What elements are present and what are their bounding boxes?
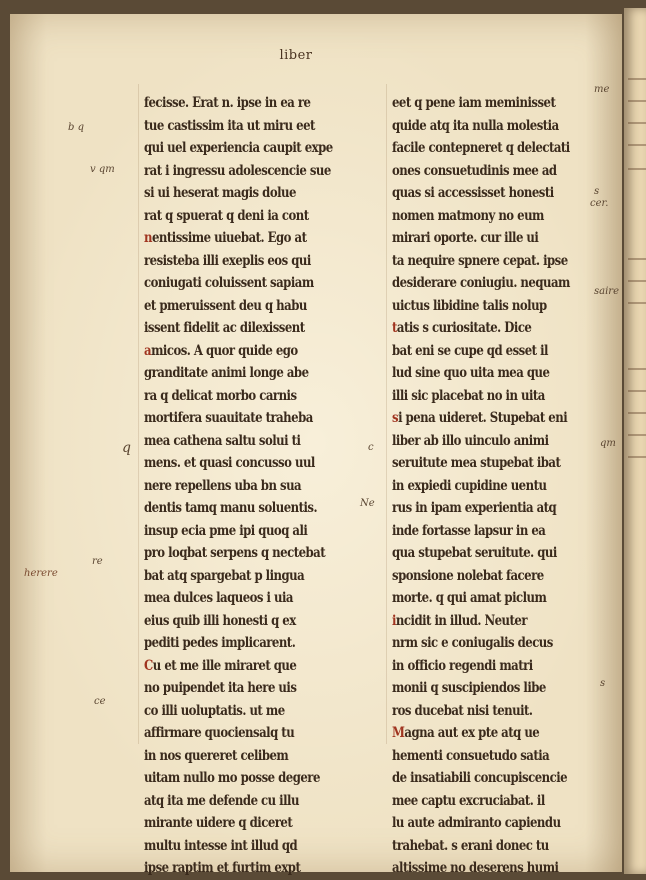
text-column-left [144,92,399,880]
rubricated-initial: C [144,657,153,674]
text-line: mirari oporte. cur ille ui [392,230,539,246]
text-line: pro loqbat serpens q nectebat [144,545,326,561]
text-line: bat eni se cupe qd esset il [392,342,548,359]
text-line: lu aute admiranto capiendu [392,815,561,831]
running-head: liber [279,48,313,63]
text-line: ta nequire spnere cepat. ipse [392,252,568,269]
text-line: mea dulces laqueos i uia [144,590,294,606]
text-line: quide atq ita nulla molestia [392,117,559,134]
text-line: bat atq spargebat p lingua [144,567,305,584]
text-line: in expiedi cupidine uentu [392,477,547,494]
ruling-line [138,84,139,744]
text-line: mea cathena saltu solui ti [144,432,301,449]
text-line: affirmare quociensalq tu [144,725,295,741]
facing-page-edge [624,8,646,874]
text-line [144,340,361,363]
rubricated-initial: a [144,342,152,359]
text-line: ros ducebat nisi tenuit. [392,702,533,719]
text-line: nomen matmony no eum [392,207,544,224]
text-line [144,655,361,678]
rubricated-initial: M [392,725,405,741]
text-line [392,317,609,340]
text-line: atq ita me defende cu illu [144,792,299,809]
line-text: entissime uiuebat. Ego at [151,230,307,246]
text-line: eius quib illi honesti q ex [144,612,296,629]
text-line: in nos quereret celibem [144,747,289,764]
text-line: tue castissim ita ut miru eet [144,117,315,134]
text-line: morte. q qui amat piclum [392,590,547,606]
margin-gloss: qm [600,438,616,449]
text-line: mens. et quasi concusso uul [144,455,315,471]
margin-gloss: q [122,440,131,456]
line-text: ncidit in illud. Neuter [395,612,527,629]
text-line: ipse raptim et furtim expt [144,860,301,876]
text-line: qua stupebat seruitute. qui [392,545,557,561]
text-line: liber ab illo uinculo animi [392,432,549,449]
margin-gloss: herere [24,568,58,579]
margin-gloss: s [600,678,606,689]
text-line: nrm sic e coniugalis decus [392,635,553,651]
margin-gloss: c [368,442,374,453]
margin-gloss: s [594,186,600,197]
text-line: ones consuetudinis mee ad [392,162,557,179]
text-line: quas si accessisset honesti [392,185,554,201]
text-line: in officio regendi matri [392,657,533,674]
margin-gloss: ce [94,696,106,707]
text-line: fecisse. Erat n. ipse in ea re [144,95,311,111]
text-line: et pmeruissent deu q habu [144,297,307,314]
text-line: eet q pene iam meminisset [392,95,556,111]
text-line: no puipendet ita here uis [144,680,297,696]
margin-gloss: cer. [590,198,609,209]
text-line [392,407,609,430]
text-line: co illi uoluptatis. ut me [144,702,285,719]
margin-gloss: b q [68,122,84,133]
text-line: granditate animi longe abe [144,365,309,381]
line-text: i pena uideret. Stupebat eni [398,410,568,426]
rubricated-initial: i [392,612,396,629]
text-line: facile contepneret q delectati [392,140,570,156]
text-line: mirante uidere q diceret [144,815,293,831]
text-line [144,227,361,250]
rubricated-initial: n [144,230,152,246]
text-line: nere repellens uba bn sua [144,477,302,494]
text-line: inde fortasse lapsur in ea [392,522,546,539]
line-text: u et me ille miraret que [152,657,297,674]
text-line: rat q spuerat q deni ia cont [144,207,309,224]
line-text: atis s curiositate. Dice [396,320,532,336]
text-line: mee captu excruciabat. il [392,792,545,809]
text-line: mortifera suauitate traheba [144,410,313,426]
text-line: monii q suscipiendos libe [392,680,546,696]
text-line: uitam nullo mo posse degere [144,770,320,786]
manuscript-page [10,14,622,876]
text-line: qui uel experiencia caupit expe [144,140,333,156]
text-line: rus in ipam experientia atq [392,500,557,516]
line-text: agna aut ex pte atq ue [404,725,540,741]
margin-gloss: v qm [90,164,115,175]
text-line: si ui heserat magis dolue [144,185,296,201]
text-line: resisteba illi exeplis eos qui [144,252,311,269]
rubricated-initial: t [392,320,397,336]
text-line: de insatiabili concupiscencie [392,770,568,786]
text-line [392,610,609,633]
text-line: ra q delicat morbo carnis [144,387,297,404]
text-line: coniugati coluissent sapiam [144,275,314,291]
rubricated-initial: s [392,410,399,426]
text-line: dentis tamq manu soluentis. [144,500,318,516]
margin-gloss: me [594,84,610,95]
text-line [392,722,609,745]
text-line: lud sine quo uita mea que [392,365,550,381]
text-line: seruitute mea stupebat ibat [392,455,561,471]
text-line: pediti pedes implicarent. [144,635,296,651]
text-line: multu intesse int illud qd [144,837,298,854]
text-column-right [392,92,644,880]
text-line: uictus libidine talis nolup [392,297,547,314]
text-line: hementi consuetudo satia [392,747,550,764]
text-line: insup ecia pme ipi quoq ali [144,522,308,539]
text-line: rat i ingressu adolescencie sue [144,162,331,179]
text-line: illi sic placebat no in uita [392,387,545,404]
text-line: sponsione nolebat facere [392,567,544,584]
line-text: micos. A quor quide ego [151,342,298,359]
text-line: desiderare coniugiu. nequam [392,275,570,291]
margin-gloss: saire [594,286,619,297]
margin-gloss: re [92,556,103,567]
text-line: issent fidelit ac dilexissent [144,320,305,336]
text-line: trahebat. s erani donec tu [392,837,549,854]
margin-gloss: Ne [360,498,375,509]
text-line: altissime no deserens humi [392,860,559,876]
